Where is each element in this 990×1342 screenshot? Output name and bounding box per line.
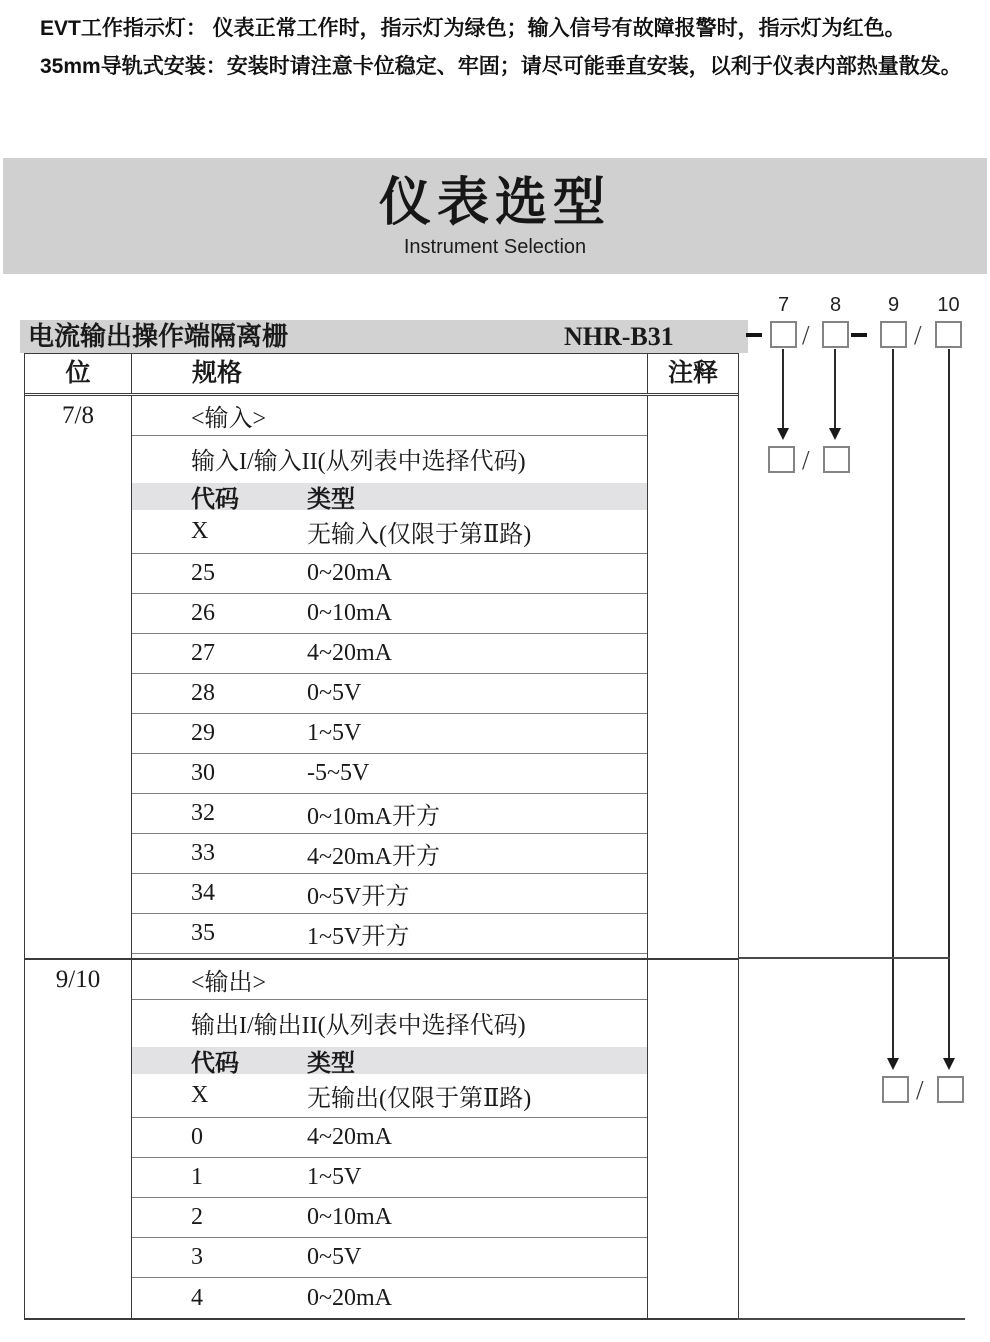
position-cell: 9/10 (25, 960, 132, 1318)
slash-separator: / (802, 445, 810, 475)
code-cell: 1 (191, 1164, 203, 1190)
column-header-spec: 规格 (132, 354, 648, 393)
code-row (132, 914, 647, 954)
code-row (132, 554, 647, 594)
code-cell: 30 (191, 760, 215, 786)
banner-subtitle: Instrument Selection (403, 235, 587, 258)
model-digit-label-9: 9 (887, 294, 900, 316)
column-header-note: 注释 (667, 360, 718, 387)
type-cell: 0~10mA (307, 600, 392, 626)
code-row (132, 1158, 647, 1198)
slash-separator: / (916, 1075, 924, 1105)
code-cell: 32 (191, 800, 215, 826)
type-cell: 4~20mA (307, 1124, 392, 1150)
spec-row (132, 1000, 647, 1044)
code-row (132, 1238, 647, 1278)
arrowhead-icon (943, 1058, 955, 1070)
spec-row (132, 960, 647, 1000)
code-cell: 2 (191, 1204, 203, 1230)
top-notes (40, 10, 975, 86)
output-code-box-1 (882, 1076, 909, 1103)
code-cell: 代码 (191, 487, 239, 513)
code-list-header-row (132, 1044, 647, 1077)
code-row (132, 674, 647, 714)
code-row (132, 634, 647, 674)
spec-cell (132, 396, 648, 958)
code-row (132, 754, 647, 794)
section-7-8 (25, 396, 738, 960)
type-cell: -5~5V (307, 760, 370, 786)
code-cell: 25 (191, 560, 215, 586)
code-cell: 33 (191, 840, 215, 866)
code-cell: X (191, 1082, 209, 1108)
code-row (132, 874, 647, 914)
arrow-line-digit-7 (782, 349, 784, 428)
code-row (132, 1278, 647, 1318)
code-row (132, 510, 647, 554)
code-cell: X (191, 518, 209, 544)
type-cell: 4~20mA (307, 640, 392, 666)
product-name: 电流输出操作端隔离栅 (28, 322, 289, 351)
type-cell: 1~5V (307, 1164, 362, 1190)
model-digit-label-8: 8 (829, 294, 842, 316)
type-cell: 1~5V (307, 720, 362, 746)
table-header-row (25, 354, 738, 396)
model-digit-label-7: 7 (777, 294, 790, 316)
position-cell: 7/8 (25, 396, 132, 958)
code-cell: 26 (191, 600, 215, 626)
code-cell: 0 (191, 1124, 203, 1150)
spec-row (132, 396, 647, 436)
code-row (132, 714, 647, 754)
code-row (132, 834, 647, 874)
slash-separator: / (914, 320, 922, 350)
code-cell: 4 (191, 1284, 203, 1311)
arrowhead-icon (777, 428, 789, 440)
banner-title: 仪表选型 (378, 173, 611, 232)
code-cell: 35 (191, 920, 215, 946)
arrow-line-digit-8 (834, 349, 836, 428)
bottom-rule-line (737, 1318, 965, 1320)
type-cell: 类型 (307, 1051, 355, 1077)
output-code-box-2 (937, 1076, 964, 1103)
section-divider-extension-line (738, 957, 950, 959)
model-code-box-9 (880, 321, 907, 348)
code-row (132, 1198, 647, 1238)
spec-cell (132, 960, 648, 1318)
model-digit-label-10: 10 (937, 294, 960, 316)
spec-text: <输出> (191, 970, 267, 996)
table-body (25, 396, 738, 1318)
note-line-rail-mounting: 35mm导轨式安装：安装时请注意卡位稳定、牢固；请尽可能垂直安装，以利于仪表内部热量散发。 (40, 55, 962, 78)
code-row (132, 1074, 647, 1118)
input-code-box-1 (768, 446, 795, 473)
dash-icon (746, 333, 762, 337)
code-cell: 代码 (191, 1051, 239, 1077)
arrowhead-icon (887, 1058, 899, 1070)
spec-row (132, 436, 647, 480)
model-code-box-10 (935, 321, 962, 348)
arrow-line-digit-9 (892, 349, 894, 1058)
type-cell: 0~10mA开方 (307, 804, 440, 830)
code-row (132, 594, 647, 634)
type-cell: 0~5V (307, 1244, 362, 1270)
code-row (132, 794, 647, 834)
section-9-10 (25, 960, 738, 1318)
spec-text: 输入I/输入II(从列表中选择代码) (191, 448, 526, 475)
code-cell: 34 (191, 880, 215, 906)
input-code-box-2 (823, 446, 850, 473)
spec-text: 输出I/输出II(从列表中选择代码) (191, 1012, 526, 1039)
selection-table (24, 353, 739, 1320)
type-cell: 0~20mA (307, 1284, 392, 1311)
model-code-box-8 (822, 321, 849, 348)
type-cell: 0~10mA (307, 1204, 392, 1230)
model-number: NHR-B31 (564, 322, 674, 351)
note-cell (648, 396, 738, 958)
note-cell (648, 960, 738, 1318)
type-cell: 0~5V开方 (307, 884, 410, 910)
code-cell: 27 (191, 640, 215, 666)
type-cell: 0~20mA (307, 560, 392, 586)
note-line-evt-indicator: EVT工作指示灯： 仪表正常工作时，指示灯为绿色；输入信号有故障报警时，指示灯为红色。 (40, 17, 906, 40)
type-cell: 类型 (307, 487, 355, 513)
code-cell: 29 (191, 720, 215, 746)
product-header-bar (20, 320, 748, 353)
spec-text: <输入> (191, 406, 267, 432)
arrow-line-digit-10 (948, 349, 950, 1058)
type-cell: 0~5V (307, 680, 362, 706)
code-cell: 3 (191, 1244, 203, 1270)
code-row (132, 1118, 647, 1158)
model-code-box-7 (770, 321, 797, 348)
type-cell: 无输出(仅限于第Ⅱ路) (307, 1086, 532, 1112)
dash-icon (851, 333, 867, 337)
type-cell: 无输入(仅限于第Ⅱ路) (307, 522, 532, 548)
slash-separator: / (802, 320, 810, 350)
arrowhead-icon (829, 428, 841, 440)
type-cell: 1~5V开方 (307, 924, 410, 950)
code-cell: 28 (191, 680, 215, 706)
type-cell: 4~20mA开方 (307, 844, 440, 870)
code-list-header-row (132, 480, 647, 513)
column-header-position: 位 (25, 354, 132, 393)
section-banner (3, 158, 987, 274)
